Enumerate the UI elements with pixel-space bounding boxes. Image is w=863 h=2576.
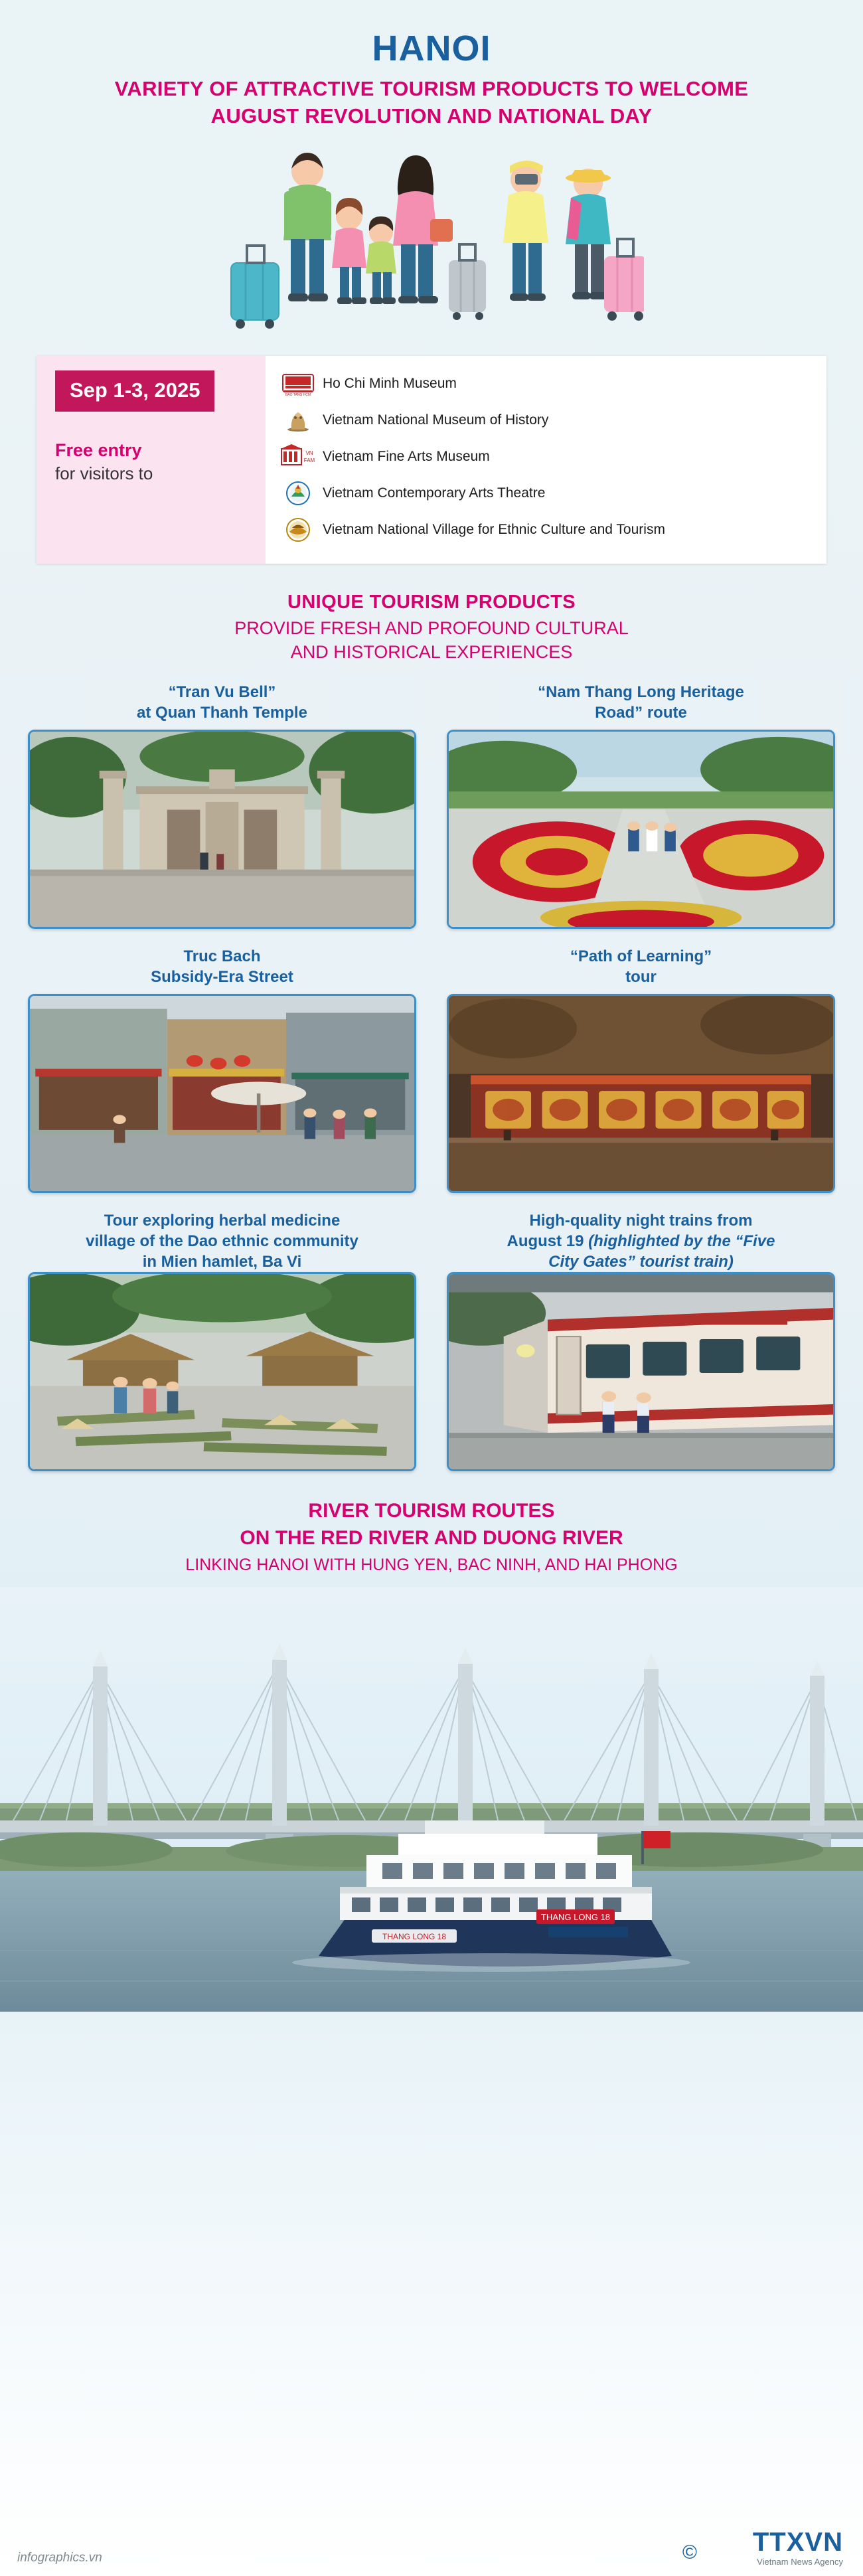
caption-date: August 19: [507, 1232, 584, 1250]
caption-line: at Quan Thanh Temple: [137, 703, 307, 722]
list-item: [277, 406, 815, 435]
ho-chi-minh-museum-icon: [277, 369, 319, 398]
photo-scene: [449, 1274, 833, 1469]
list-item: [277, 442, 815, 471]
venue-label: Vietnam National Village for Ethnic Culture and Tourism: [323, 521, 665, 537]
product-caption: [447, 1210, 835, 1273]
footer-credit: infographics.vn: [17, 2551, 102, 2565]
free-entry-card: [37, 356, 826, 564]
page-header: [0, 0, 863, 130]
product-caption: [28, 946, 416, 994]
product-photo-subsidy-street: [28, 994, 416, 1193]
page-title: HANOI: [372, 29, 491, 68]
product-photo-herbal-village: [28, 1272, 416, 1471]
product-caption: [28, 682, 416, 730]
river-subheading: LINKING HANOI WITH HUNG YEN, BAC NINH, AND HAI PHONG: [185, 1556, 678, 1575]
list-item: [277, 479, 815, 508]
fine-arts-museum-icon: [277, 442, 319, 471]
venue-label: Vietnam Contemporary Arts Theatre: [323, 485, 546, 501]
page-footer: [0, 2528, 863, 2576]
photo-scene: [449, 996, 833, 1191]
river-heading: [0, 1498, 863, 1552]
agency-sublabel: Vietnam News Agency: [757, 2557, 843, 2567]
product-photo-quan-thanh-temple: [28, 730, 416, 929]
product-caption: [447, 682, 835, 730]
ethnic-culture-village-icon: [277, 515, 319, 544]
caption-line: Truc Bach: [183, 947, 261, 965]
page-subtitle: [0, 76, 863, 130]
travellers-svg: [219, 139, 644, 339]
caption-line: “Nam Thang Long Heritage: [538, 683, 744, 701]
boat-banner-text: THANG LONG 18: [540, 1912, 611, 1923]
product-photo-path-of-learning: [447, 994, 835, 1193]
svg-text:BAO TANG HCM: BAO TANG HCM: [285, 392, 311, 397]
agency-logo: [753, 2529, 843, 2567]
free-entry-label: Free entry: [55, 440, 142, 460]
photo-scene: [449, 732, 833, 927]
svg-text:FAM: FAM: [303, 457, 315, 463]
venue-label: Ho Chi Minh Museum: [323, 375, 457, 391]
travellers-illustration: [0, 139, 863, 339]
caption-line: Subsidy-Era Street: [151, 967, 293, 986]
product-caption: [447, 946, 835, 994]
venue-label: Vietnam Fine Arts Museum: [323, 448, 490, 464]
caption-line: “Path of Learning”: [570, 947, 712, 965]
photo-scene: [30, 1274, 414, 1469]
river-scene: [0, 1587, 863, 2012]
product-photo-heritage-road: [447, 730, 835, 929]
river-section-heading: [0, 1498, 863, 1575]
page-subtitle-line1: VARIETY OF ATTRACTIVE TOURISM PRODUCTS TO WELCOME: [114, 77, 749, 100]
river-photo: [0, 1587, 863, 2012]
boat-name-text: THANG LONG 18: [382, 1932, 447, 1942]
svg-text:VN: VN: [305, 449, 313, 456]
caption-note: (highlighted by the “Five: [588, 1232, 775, 1250]
caption-line: Road” route: [595, 703, 687, 722]
national-history-museum-icon: [277, 406, 319, 435]
contemporary-arts-theatre-icon: [277, 479, 319, 508]
agency-name: TTXVN: [752, 2528, 843, 2557]
river-heading-line2: ON THE RED RIVER AND DUONG RIVER: [240, 1526, 623, 1549]
page-subtitle-line2: AUGUST REVOLUTION AND NATIONAL DAY: [210, 104, 653, 127]
product-caption: [28, 1210, 416, 1273]
caption-line: [452, 1231, 830, 1251]
free-entry-card-left: [37, 356, 266, 564]
product-card-nam-thang-long: [447, 682, 835, 929]
list-item: [277, 369, 815, 398]
caption-line: tour: [625, 967, 657, 986]
unique-subheading-line1: PROVIDE FRESH AND PROFOUND CULTURAL: [234, 617, 629, 638]
copyright-symbol: ©: [682, 2541, 697, 2563]
caption-line: “Tran Vu Bell”: [168, 683, 276, 701]
caption-line: Tour exploring herbal medicine: [104, 1211, 341, 1230]
product-card-tran-vu-bell: [28, 682, 416, 929]
unique-heading: UNIQUE TOURISM PRODUCTS: [287, 591, 576, 613]
caption-line: in Mien hamlet, Ba Vi: [142, 1253, 302, 1271]
river-heading-line1: RIVER TOURISM ROUTES: [308, 1500, 555, 1522]
unique-section-heading: [0, 592, 863, 665]
tourism-products-grid: [28, 682, 835, 1472]
product-card-truc-bach: [28, 946, 416, 1193]
free-entry-sublabel: for visitors to: [55, 463, 153, 484]
unique-subheading: [0, 616, 863, 665]
product-card-dao-herbal-village: [28, 1210, 416, 1472]
caption-line: village of the Dao ethnic community: [86, 1232, 358, 1250]
caption-line: City Gates” tourist train): [548, 1253, 734, 1271]
product-card-night-trains: [447, 1210, 835, 1472]
product-photo-night-train: [447, 1272, 835, 1471]
unique-subheading-line2: AND HISTORICAL EXPERIENCES: [290, 642, 573, 663]
caption-line: High-quality night trains from: [529, 1211, 753, 1230]
venue-list: [266, 356, 826, 564]
photo-scene: [30, 732, 414, 927]
product-card-path-of-learning: [447, 946, 835, 1193]
date-badge: Sep 1-3, 2025: [55, 370, 214, 412]
list-item: [277, 515, 815, 544]
photo-scene: [30, 996, 414, 1191]
venue-label: Vietnam National Museum of History: [323, 412, 549, 428]
